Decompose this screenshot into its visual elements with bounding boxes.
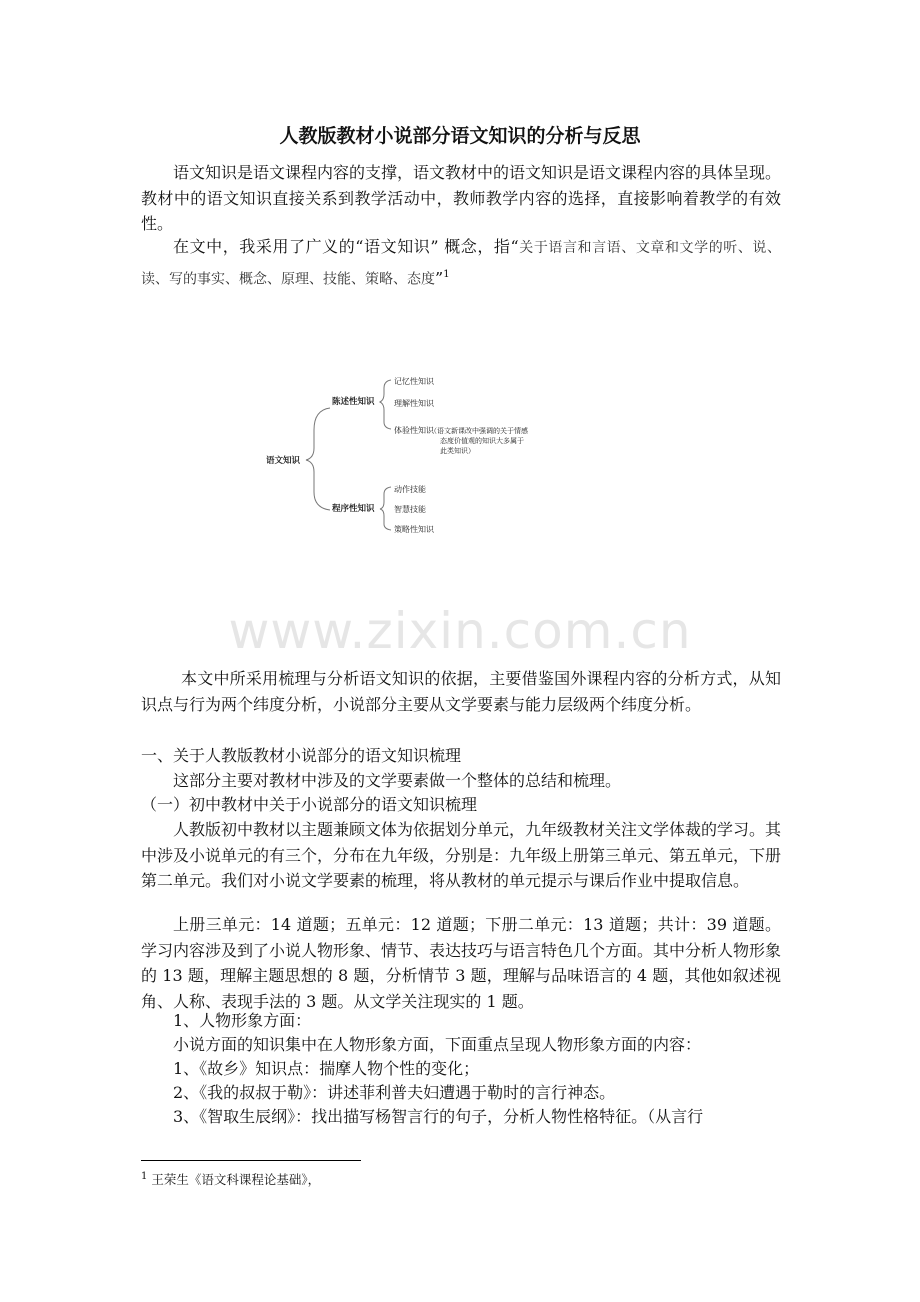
definition-quote: 关于语言和言语、文章和文学的听、说、读、写的事实、概念、原理、技能、策略、态度 <box>141 240 781 287</box>
body-paragraph-method: 本文中所采用梳理与分析语文知识的依据，主要借鉴国外课程内容的分析方式，从知识点与行为两个纬度分析，小说部分主要从文学要素与能力层级两个纬度分析。 <box>141 669 781 714</box>
diagram-note-line-1: （语文新课改中强调的关于情感 <box>430 427 528 435</box>
body-paragraph-junior-textbook: 人教版初中教材以主题兼顾文体为依据划分单元，九年级教材关注文学体裁的学习。其中涉及小说单元的有三个，分布在九年级，分别是：九年级上册第三单元、第五单元，下册第二单元。我们对小说文学要素的梳理，将从教材的单元提示与课后作业中提取信息。 <box>141 820 782 890</box>
footnote <box>141 1170 320 1188</box>
quote-close: ” <box>435 267 444 287</box>
section-heading-1: 一、关于人教版教材小说部分的语文知识梳理 <box>141 746 462 765</box>
diagram-item-experience: 体验性知识 <box>394 426 434 435</box>
knowledge-classification-diagram <box>262 370 582 545</box>
diagram-item-motor-skill: 动作技能 <box>394 485 426 494</box>
diagram-item-intellectual-skill: 智慧技能 <box>394 505 426 514</box>
point-heading-character: 1、人物形象方面： <box>173 1011 312 1030</box>
diagram-note-line-2: 态度价值观的知识大多属于 <box>440 437 524 445</box>
footnote-text: 王荣生《语文科课程论基础》， <box>151 1172 321 1187</box>
branch1-brace <box>380 380 391 429</box>
list-item: 2、《我的叔叔于勒》：讲述菲利普夫妇遭遇于勒时的言行神态。 <box>173 1083 616 1102</box>
intro-paragraph-2-text: 在文中，我采用了广义的“语文知识” 概念，指“ <box>173 237 519 256</box>
intro-paragraph-2 <box>141 234 781 292</box>
footnote-separator <box>141 1160 361 1161</box>
list-item: 3、《智取生辰纲》：找出描写杨智言行的句子，分析人物性格特征。（从言行 <box>173 1107 704 1126</box>
diagram-root-label: 语文知识 <box>266 456 301 466</box>
diagram-note-line-3: 此类知识） <box>440 447 475 455</box>
diagram-item-memory: 记忆性知识 <box>394 377 434 386</box>
subsection-heading-1: （一）初中教材中关于小说部分的语文知识梳理 <box>141 795 478 814</box>
branch2-brace <box>380 487 391 530</box>
footnote-mark: 1 <box>141 1170 148 1182</box>
section-1-intro: 这部分主要对教材中涉及的文学要素做一个整体的总结和梳理。 <box>173 771 622 790</box>
character-intro: 小说方面的知识集中在人物形象方面，下面重点呈现人物形象方面的内容： <box>173 1035 702 1054</box>
body-paragraph-question-stats: 上册三单元：14 道题；五单元：12 道题；下册二单元：13 道题；共计：39 道题。学习内容涉及到了小说人物形象、情节、表达技巧与语言特色几个方面。其中分析人物形象的 13 题，理解主题思想的 8 题，分析情节 3 题，理解与品味语言的 4 题，其他如叙述视角、人称、表现手法的 3 题。从文学关注现实的 1 题。 <box>141 915 782 1011</box>
diagram-branch1-label: 陈述性知识 <box>332 397 375 407</box>
intro-paragraph-1: 语文知识是语文课程内容的支撑，语文教材中的语文知识是语文课程内容的具体呈现。教材中的语文知识直接关系到教学活动中，教师教学内容的选择，直接影响着教学的有效性。 <box>141 163 782 233</box>
root-brace <box>306 408 330 510</box>
document-title: 人教版教材小说部分语文知识的分析与反思 <box>279 125 641 147</box>
diagram-branch2-label: 程序性知识 <box>332 504 375 514</box>
diagram-item-strategy: 策略性知识 <box>394 525 434 534</box>
footnote-ref: 1 <box>443 268 450 280</box>
watermark: www.zixin.com.cn <box>228 602 692 660</box>
list-item: 1、《故乡》知识点：揣摩人物个性的变化； <box>173 1059 480 1078</box>
diagram-item-understanding: 理解性知识 <box>394 399 434 408</box>
diagram-svg <box>262 370 582 545</box>
